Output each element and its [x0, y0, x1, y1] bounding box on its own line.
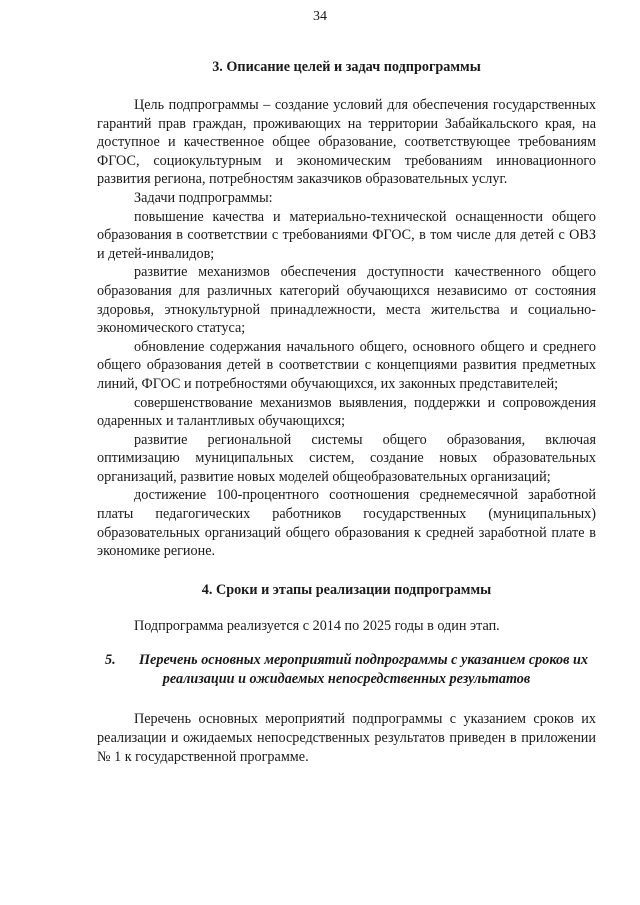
goal-paragraph: Цель подпрограммы – создание условий для обеспечения государственных гарантий прав граждан, проживающих на территории Забайкальского края, на доступное и качественное общее образование, соответствующее требованиям ФГОС, социокультурным и экономическим требованиям инновационного развития региона, потребностям заказчиков образовательных услуг. — [97, 97, 596, 188]
page-content — [97, 58, 596, 766]
section-4-heading: 4. Сроки и этапы реализации подпрограммы — [201, 581, 492, 598]
page-number: 34 — [313, 9, 327, 24]
task-item: совершенствование механизмов выявления, поддержки и сопровождения одаренных и талантливых обучающихся; — [97, 394, 596, 430]
tasks-title: Задачи подпрограммы: — [134, 189, 273, 206]
section-5-number: 5. — [105, 652, 116, 669]
task-item: повышение качества и материально-технической оснащенности общего образования в соответствии с требованиями ФГОС, в том числе для детей с ОВЗ и детей-инвалидов; — [97, 208, 596, 262]
measures-paragraph: Перечень основных мероприятий подпрограммы с указанием сроков их реализации и ожидаемых непосредственных результатов приведен в приложении № 1 к государственной программе. — [97, 711, 596, 765]
task-item: достижение 100-процентного соотношения среднемесячной заработной платы педагогических работников государственных (муниципальных) образовательных организаций общего образования к средней заработной плате в экономике регионе. — [97, 487, 596, 560]
section-5-title: Перечень основных мероприятий подпрограммы с указанием сроков их реализации и ожидаемых непосредственных результатов — [139, 652, 588, 688]
terms-paragraph: Подпрограмма реализуется с 2014 по 2025 годы в один этап. — [134, 617, 500, 634]
task-item: развитие региональной системы общего образования, включая оптимизацию муниципальных систем, создание новых образовательных организаций, развитие новых моделей общеобразовательных организаций; — [97, 431, 596, 485]
section-3-heading: 3. Описание целей и задач подпрограммы — [212, 59, 481, 75]
task-item: развитие механизмов обеспечения доступности качественного общего образования для различных категорий обучающихся независимо от состояния здоровья, этнокультурной принадлежности, места жительства и социально-экономического статуса; — [97, 264, 596, 337]
task-item: обновление содержания начального общего, основного общего и среднего общего образования детей в соответствии с концепциями развития предметных линий, ФГОС и потребностями обучающихся, их законных представителей; — [97, 338, 596, 392]
section-5-heading — [97, 651, 596, 689]
